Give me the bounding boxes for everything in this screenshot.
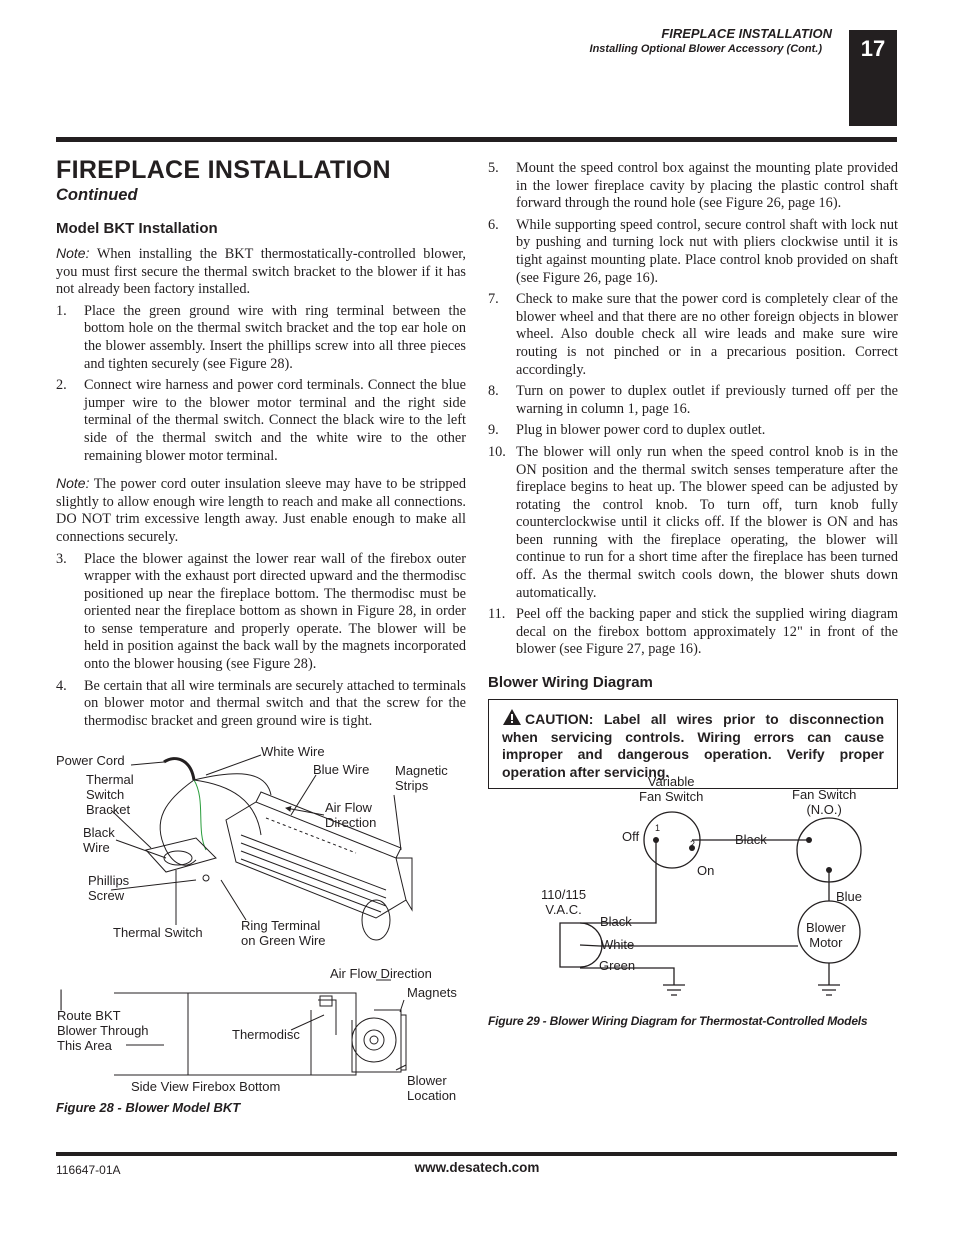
step-text: Plug in blower power cord to duplex outlet.	[516, 422, 766, 439]
section-title: FIREPLACE INSTALLATION	[56, 156, 391, 184]
step-item	[56, 303, 466, 373]
step-item	[56, 551, 466, 674]
figure-28-caption: Figure 28 - Blower Model BKT	[56, 1100, 241, 1115]
figure-29-caption: Figure 29 - Blower Wiring Diagram for Thermostat-Controlled Models	[488, 1014, 868, 1028]
step-text: Check to make sure that the power cord is completely clear of the blower wheel and that there are no other foreign objects in blower wheel. Also double check all wire leads and make sure wire routing is not pinched or in a precarious position. Correct accordingly.	[516, 291, 898, 378]
step-text: The blower will only run when the speed control knob is in the ON position and the thermal switch senses temperature after the fireplace begins to heat up. The blower speed can be adjusted by rotating the control knob. To turn off, turn knob fully counterclockwise until it clicks off. If the blower is ON and has been running with the fireplace operating, the blower will continue to run for a short time after the fireplace has been turned off. As the thermal switch cools down, the blower shuts down automatically.	[516, 443, 898, 601]
doc-number: 116647-01A	[56, 1163, 121, 1177]
step-number: 11.	[488, 606, 506, 623]
step-number: 4.	[56, 677, 67, 694]
step-text: Turn on power to duplex outlet if previously turned off per the warning in column 1, page 16.	[516, 383, 898, 417]
label-on: On	[697, 863, 715, 878]
steps-list-b	[56, 551, 466, 731]
right-column	[488, 160, 898, 789]
step-text: While supporting speed control, secure control shaft with lock nut by pushing and turning lock nut with pliers clockwise until it is tight against mounting plate. Place control knob provided on shaft (see Figure 26, page 16).	[516, 216, 898, 286]
label-terminal-2: 2	[690, 839, 696, 849]
step-number: 1.	[56, 302, 67, 319]
black-wire-line	[160, 780, 196, 865]
step-text: Connect wire harness and power cord terminals. Connect the blue jumper wire to the blower motor terminal and the right side terminal of the thermal switch. Connect the black wire to the left side of the thermal switch and the white wire to the other remaining blower motor terminal.	[84, 377, 466, 464]
step-text: Place the blower against the lower rear wall of the firebox outer wrapper with the exhaust port directed upward and the thermodisc positioned up near the fireplace bottom. The thermodisc must be oriented near the fireplace bottom as shown in Figure 28, in order to sense temperature and properly operate. The blower will be held in position against the back wall by the magnets incorporated onto the blower housing (see Figure 28).	[84, 550, 466, 673]
note-2-label: Note:	[56, 475, 90, 492]
step-number: 2.	[56, 377, 67, 394]
label-blue: Blue	[836, 889, 863, 904]
label-magnetic-strips: Magnetic Strips	[395, 763, 448, 793]
running-header-title: FIREPLACE INSTALLATION	[661, 26, 832, 41]
green-wire-line	[194, 780, 206, 850]
label-green: Green	[599, 958, 636, 973]
step-number: 9.	[488, 422, 499, 439]
step-text: Peel off the backing paper and stick the supplied wiring diagram decal on the firebox bottom approximately 12" in front of the blower (see Figure 27, page 16).	[516, 606, 898, 658]
running-header-subtitle: Installing Optional Blower Accessory (Cont.)	[589, 43, 822, 55]
page-number-tab	[849, 30, 897, 126]
model-bkt-heading: Model BKT Installation	[56, 220, 218, 237]
step-number: 5.	[488, 160, 499, 176]
label-blue-wire: Blue Wire	[313, 762, 370, 777]
step-item	[488, 160, 898, 213]
step-item	[56, 377, 466, 465]
label-air-flow-direction-side: Air Flow Direction	[330, 966, 432, 981]
step-number: 3.	[56, 550, 67, 567]
magnetic-strip-side	[396, 858, 412, 910]
caution-text: CAUTION: Label all wires prior to disconnection when servicing controls. Wiring errors can cause improper and dangerous operation. Verify proper operation after servicing.	[502, 711, 884, 780]
wiring-diagram-heading: Blower Wiring Diagram	[488, 674, 653, 692]
label-side-view: Side View Firebox Bottom	[131, 1079, 281, 1094]
phillips-screw-shape	[203, 875, 209, 881]
label-thermal-switch-bracket: Thermal Switch Bracket	[86, 772, 134, 817]
note-1-text: When installing the BKT thermostatically-controlled blower, you must first secure the thermal switch bracket to the blower if it has not already been factory installed.	[56, 246, 466, 298]
note-2-text: The power cord outer insulation sleeve may have to be stripped slightly to allow enough wire length to reach and make all connections. DO NOT trim excessive length away. Just enable enough to make all connections securely.	[56, 476, 466, 545]
website-url: www.desatech.com	[414, 1160, 540, 1175]
label-variable-fan-switch: Variable Fan Switch	[639, 774, 704, 804]
label-magnets: Magnets	[407, 985, 457, 1000]
label-white: White	[601, 937, 635, 952]
left-column	[56, 155, 466, 734]
blower-motor-shape	[362, 900, 390, 940]
label-phillips-screw: Phillips Screw	[88, 873, 130, 903]
step-number: 7.	[488, 291, 499, 308]
step-text: Place the green ground wire with ring terminal between the bottom hole on the thermal switch bracket and the top ear hole on the blower assembly. Insert the phillips screw into all three pieces and tighten securely (see Figure 28).	[84, 302, 466, 372]
note-1	[56, 245, 466, 299]
step-item	[488, 383, 898, 418]
step-item	[488, 444, 898, 602]
page-number: 17	[860, 36, 886, 61]
section-continued: Continued	[56, 186, 138, 204]
warning-icon	[502, 708, 522, 726]
step-item	[488, 422, 898, 440]
label-fan-switch-no: Fan Switch (N.O.)	[792, 787, 857, 817]
label-blower-motor: Blower Motor	[806, 920, 846, 950]
label-white-wire: White Wire	[261, 744, 325, 759]
label-terminal-1: 1	[655, 823, 661, 833]
step-item	[488, 291, 898, 379]
header-rule	[56, 137, 897, 142]
label-route-bkt: Route BKT Blower Through This Area	[57, 1008, 149, 1053]
label-power-cord: Power Cord	[56, 753, 125, 768]
footer-rule	[56, 1152, 897, 1156]
note-1-label: Note:	[56, 245, 90, 261]
label-black: Black	[600, 914, 632, 929]
label-blower-location: Blower Location	[407, 1073, 457, 1103]
label-air-flow-direction: Air Flow Direction	[325, 800, 377, 830]
step-item	[488, 217, 898, 287]
note-2	[56, 475, 466, 546]
step-number: 8.	[488, 383, 499, 400]
step-item	[488, 606, 898, 659]
steps-list-c	[488, 160, 898, 659]
step-text: Mount the speed control box against the mounting plate provided in the lower fireplace cavity by placing the plastic control shaft forward through the round hole (see Figure 26, page 16).	[516, 160, 898, 212]
label-vac: 110/115 V.A.C.	[541, 887, 587, 917]
label-off: Off	[622, 829, 640, 844]
step-number: 10.	[488, 443, 506, 460]
step-text: Be certain that all wire terminals are securely attached to terminals on blower motor and thermal switch and that the screw for the thermodisc bracket and green ground wire is tight.	[84, 677, 466, 729]
label-black-top: Black	[735, 832, 767, 847]
label-thermal-switch: Thermal Switch	[113, 925, 203, 940]
step-item	[56, 678, 466, 731]
label-thermodisc: Thermodisc	[232, 1027, 300, 1042]
steps-list-a	[56, 303, 466, 465]
label-black-wire: Black Wire	[83, 825, 115, 855]
step-number: 6.	[488, 216, 499, 233]
label-ring-terminal: Ring Terminal on Green Wire	[241, 918, 326, 948]
power-cord-line	[164, 759, 194, 780]
